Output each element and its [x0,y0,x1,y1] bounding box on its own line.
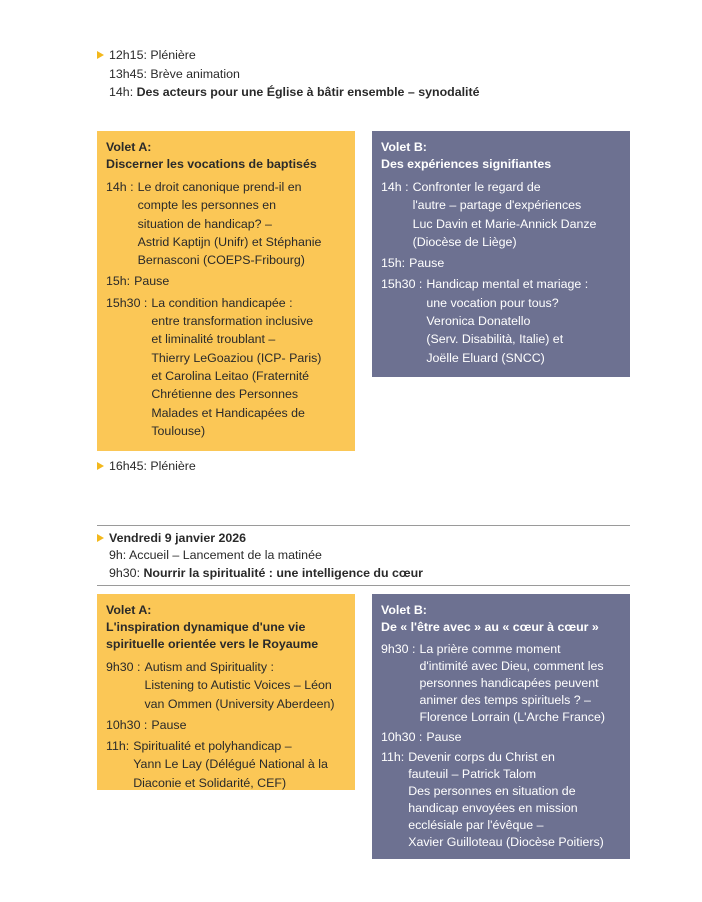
day-heading: Vendredi 9 janvier 2026 [109,531,247,545]
divider [97,585,630,586]
session-entry: 15h: Pause [106,274,170,289]
divider [97,525,630,526]
session-entry: 10h30 : Pause [381,730,462,744]
session-entry: 10h30 : Pause [106,717,187,732]
schedule-line-1345: 13h45: Brève animation [109,67,240,81]
session-entry: 15h30 : Handicap mental et mariage : une vocation pour tous? Veronica Donatello (Serv. Disabilità, Italie) et Joëlle Eluard (SNCC) [381,277,589,365]
volet-label: Volet A: [106,140,152,154]
volet-label: Volet B: [381,603,427,617]
session-entry: 9h30 : La prière comme moment d'intimité avec Dieu, comment les personnes handicapées peuvent animer des temps spirituels ? – Florence Lorrain (L'Arche France) [381,642,605,724]
volet-title: De « l'être avec » au « cœur à cœur » [381,620,599,634]
volet-title: Des expériences signifiantes [381,157,552,171]
volet-b-box [372,131,630,377]
session-entry: 14h : Confronter le regard de l'autre – partage d'expériences Luc Davin et Marie-Annick Danze (Diocèse de Liège) [381,180,597,249]
triangle-bullet-icon [97,51,104,59]
triangle-bullet-icon [97,534,104,542]
volet-label: Volet A: [106,603,152,617]
volet-a-box [97,594,355,790]
volet-a-box [97,131,355,451]
schedule-line-1645: 16h45: Plénière [109,459,196,473]
volet-label: Volet B: [381,140,427,154]
volet-title: Discerner les vocations de baptisés [106,157,317,171]
schedule-line-1215: 12h15: Plénière [109,48,196,62]
schedule-line-14h: 14h: Des acteurs pour une Église à bâtir ensemble – synodalité [109,85,480,99]
schedule-line-9h: 9h: Accueil – Lancement de la matinée [109,548,322,562]
volet-title: L'inspiration dynamique d'une vie spirituelle orientée vers le Royaume [106,620,319,651]
schedule-line-9h30: 9h30: Nourrir la spiritualité : une intelligence du cœur [109,566,423,580]
session-entry: 11h: Devenir corps du Christ en fauteuil – Patrick Talom Des personnes en situation de handicap envoyées en mission ecclésiale par l'évêque – Xavier Guilloteau (Diocèse Poitiers) [381,750,604,849]
triangle-bullet-icon [97,462,104,470]
volet-b-box [372,594,630,859]
session-entry: 15h: Pause [381,256,445,271]
session-entry: 15h30 : La condition handicapée : entre transformation inclusive et liminalité troublant – Thierry LeGoaziou (ICP- Paris) et Carolina Leitao (Fraternité Chrétienne des Personnes Malades et Handicapées de Toulouse) [106,295,322,438]
session-entry: 11h: Spiritualité et polyhandicap – Yann Le Lay (Délégué National à la Diaconie et Solidarité, CEF) [106,739,328,790]
session-entry: 14h : Le droit canonique prend-il en compte les personnes en situation de handicap? – Astrid Kaptijn (Unifr) et Stéphanie Bernasconi (COEPS-Fribourg) [106,180,322,268]
session-entry: 9h30 : Autism and Spirituality : Listening to Autistic Voices – Léon van Ommen (University Aberdeen) [106,660,335,711]
